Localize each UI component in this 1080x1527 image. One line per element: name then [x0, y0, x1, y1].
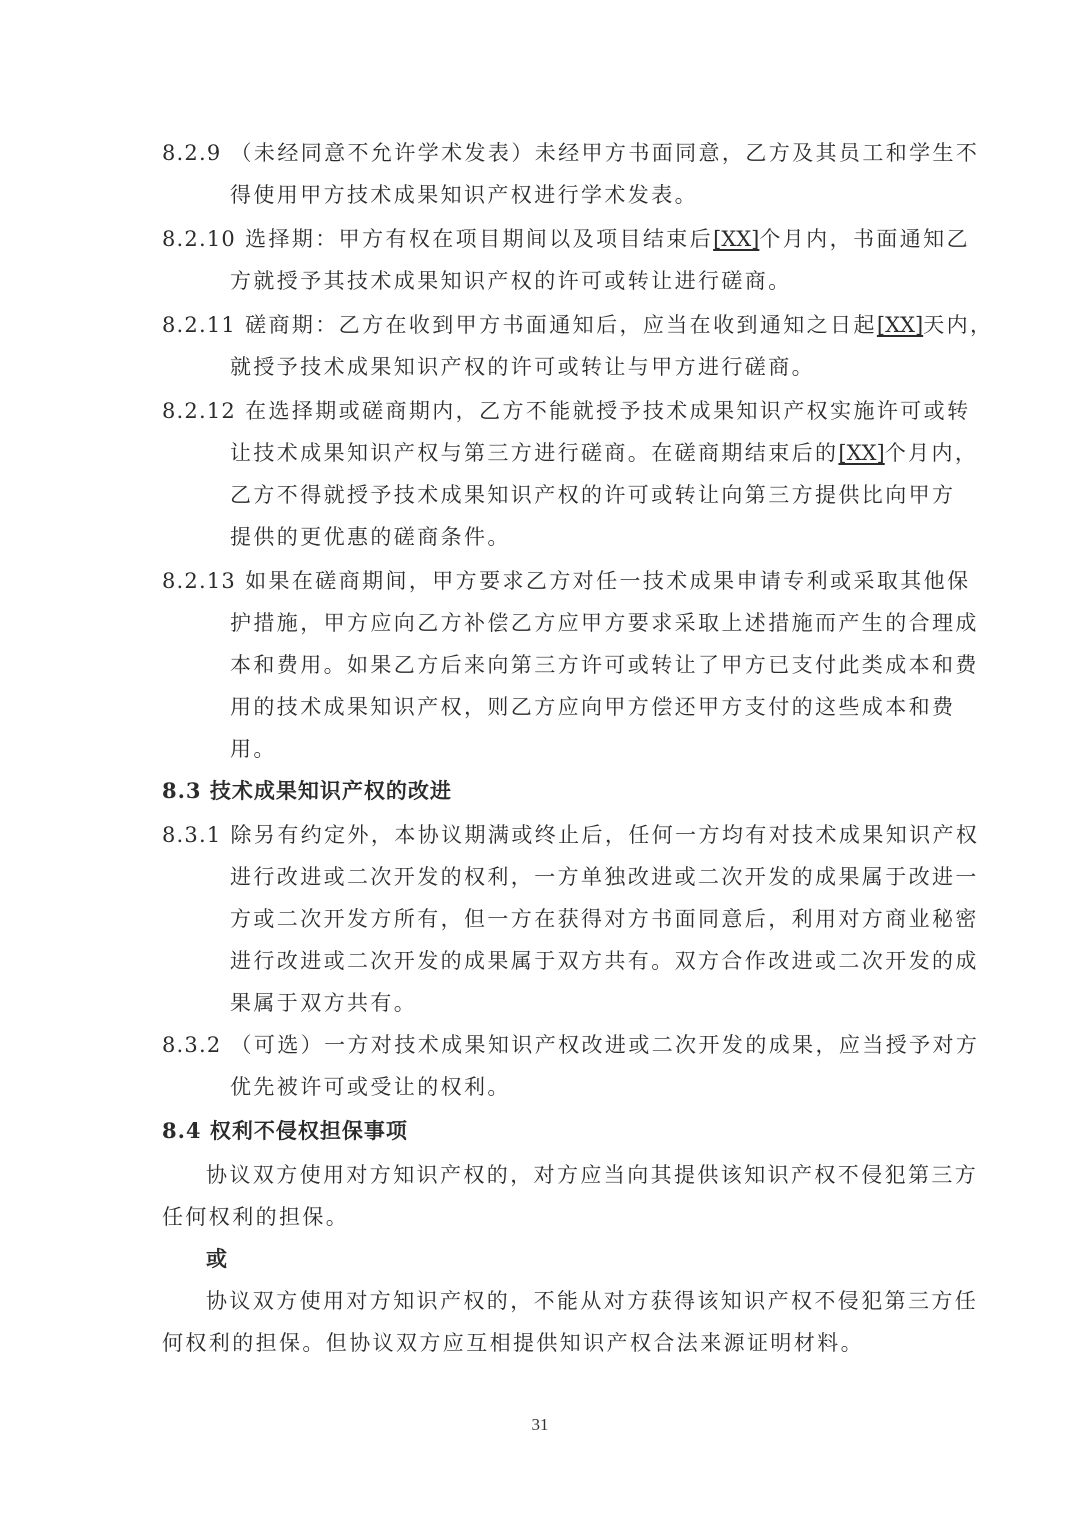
clause-8-2-13-line-1 [162, 566, 970, 596]
clause-text: 选择期：甲方有权在项目期间以及项目结束后 [245, 227, 714, 251]
section-heading-8-3: 8.3 技术成果知识产权的改进 [162, 778, 452, 803]
clause-number: 8.2.11 [162, 313, 236, 337]
clause-number: 8.2.12 [162, 399, 236, 423]
clause-number: 8.3.2 [162, 1033, 222, 1057]
paragraph-8-4-a-line-2: 任何权利的担保。 [162, 1205, 350, 1229]
clause-8-3-1-line-5: 果属于双方共有。 [230, 991, 418, 1015]
placeholder-field: [XX] [713, 227, 760, 251]
clause-8-2-11-line-1 [162, 310, 993, 340]
clause-8-3-2-line-1 [162, 1030, 979, 1060]
clause-8-3-2-line-2: 优先被许可或受让的权利。 [230, 1075, 511, 1099]
clause-text: 磋商期：乙方在收到甲方书面通知后，应当在收到通知之日起 [245, 313, 877, 337]
placeholder-field: [XX] [876, 313, 924, 337]
or-separator: 或 [206, 1246, 228, 1271]
clause-text: 如果在磋商期间，甲方要求乙方对任一技术成果申请专利或采取其他保 [245, 569, 971, 593]
clause-text: 个月内， [884, 441, 979, 465]
page-number: 31 [531, 1415, 549, 1434]
clause-text: 天内， [923, 313, 994, 337]
paragraph-8-4-b-line-1: 协议双方使用对方知识产权的，不能从对方获得该知识产权不侵犯第三方任 [206, 1289, 979, 1313]
clause-number: 8.2.10 [162, 227, 236, 251]
clause-number: 8.3.1 [162, 823, 222, 847]
clause-8-2-12-line-4: 提供的更优惠的磋商条件。 [230, 525, 511, 549]
clause-text: 除另有约定外，本协议期满或终止后，任何一方均有对技术成果知识产权 [230, 823, 980, 847]
paragraph-8-4-a-line-1: 协议双方使用对方知识产权的，对方应当向其提供该知识产权不侵犯第三方 [206, 1163, 979, 1187]
clause-8-3-1-line-4: 进行改进或二次开发的成果属于双方共有。双方合作改进或二次开发的成 [230, 949, 979, 973]
clause-text: 让技术成果知识产权与第三方进行磋商。在磋商期结束后的 [230, 441, 839, 465]
clause-number: 8.2.9 [162, 141, 222, 165]
clause-8-3-1-line-2: 进行改进或二次开发的权利，一方单独改进或二次开发的成果属于改进一 [230, 865, 979, 889]
clause-8-2-13-line-5: 用。 [230, 737, 277, 761]
clause-text: （可选）一方对技术成果知识产权改进或二次开发的成果，应当授予对方 [230, 1033, 980, 1057]
clause-text: （未经同意不允许学术发表）未经甲方书面同意，乙方及其员工和学生不 [230, 141, 980, 165]
clause-text: 个月内，书面通知乙 [759, 227, 970, 251]
clause-number: 8.2.13 [162, 569, 236, 593]
clause-8-2-10-line-2: 方就授予其技术成果知识产权的许可或转让进行磋商。 [230, 269, 792, 293]
clause-8-2-9-line-1 [162, 138, 979, 168]
clause-8-2-13-line-3: 本和费用。如果乙方后来向第三方许可或转让了甲方已支付此类成本和费 [230, 653, 979, 677]
clause-text: 在选择期或磋商期内，乙方不能就授予技术成果知识产权实施许可或转 [245, 399, 971, 423]
clause-8-2-13-line-4: 用的技术成果知识产权，则乙方应向甲方偿还甲方支付的这些成本和费 [230, 695, 956, 719]
clause-8-3-1-line-3: 方或二次开发方所有，但一方在获得对方书面同意后，利用对方商业秘密 [230, 907, 979, 931]
paragraph-8-4-b-line-2: 何权利的担保。但协议双方应互相提供知识产权合法来源证明材料。 [162, 1331, 864, 1355]
section-heading-8-4: 8.4 权利不侵权担保事项 [162, 1118, 408, 1143]
clause-8-3-1-line-1 [162, 820, 979, 850]
clause-8-2-12-line-1 [162, 396, 970, 426]
clause-8-2-9-line-2: 得使用甲方技术成果知识产权进行学术发表。 [230, 183, 698, 207]
clause-8-2-13-line-2: 护措施，甲方应向乙方补偿乙方应甲方要求采取上述措施而产生的合理成 [230, 611, 979, 635]
placeholder-field: [XX] [838, 441, 885, 465]
clause-8-2-12-line-2 [230, 438, 978, 468]
clause-8-2-11-line-2: 就授予技术成果知识产权的许可或转让与甲方进行磋商。 [230, 355, 815, 379]
clause-8-2-12-line-3: 乙方不得就授予技术成果知识产权的许可或转让向第三方提供比向甲方 [230, 483, 956, 507]
clause-8-2-10-line-1 [162, 224, 970, 254]
